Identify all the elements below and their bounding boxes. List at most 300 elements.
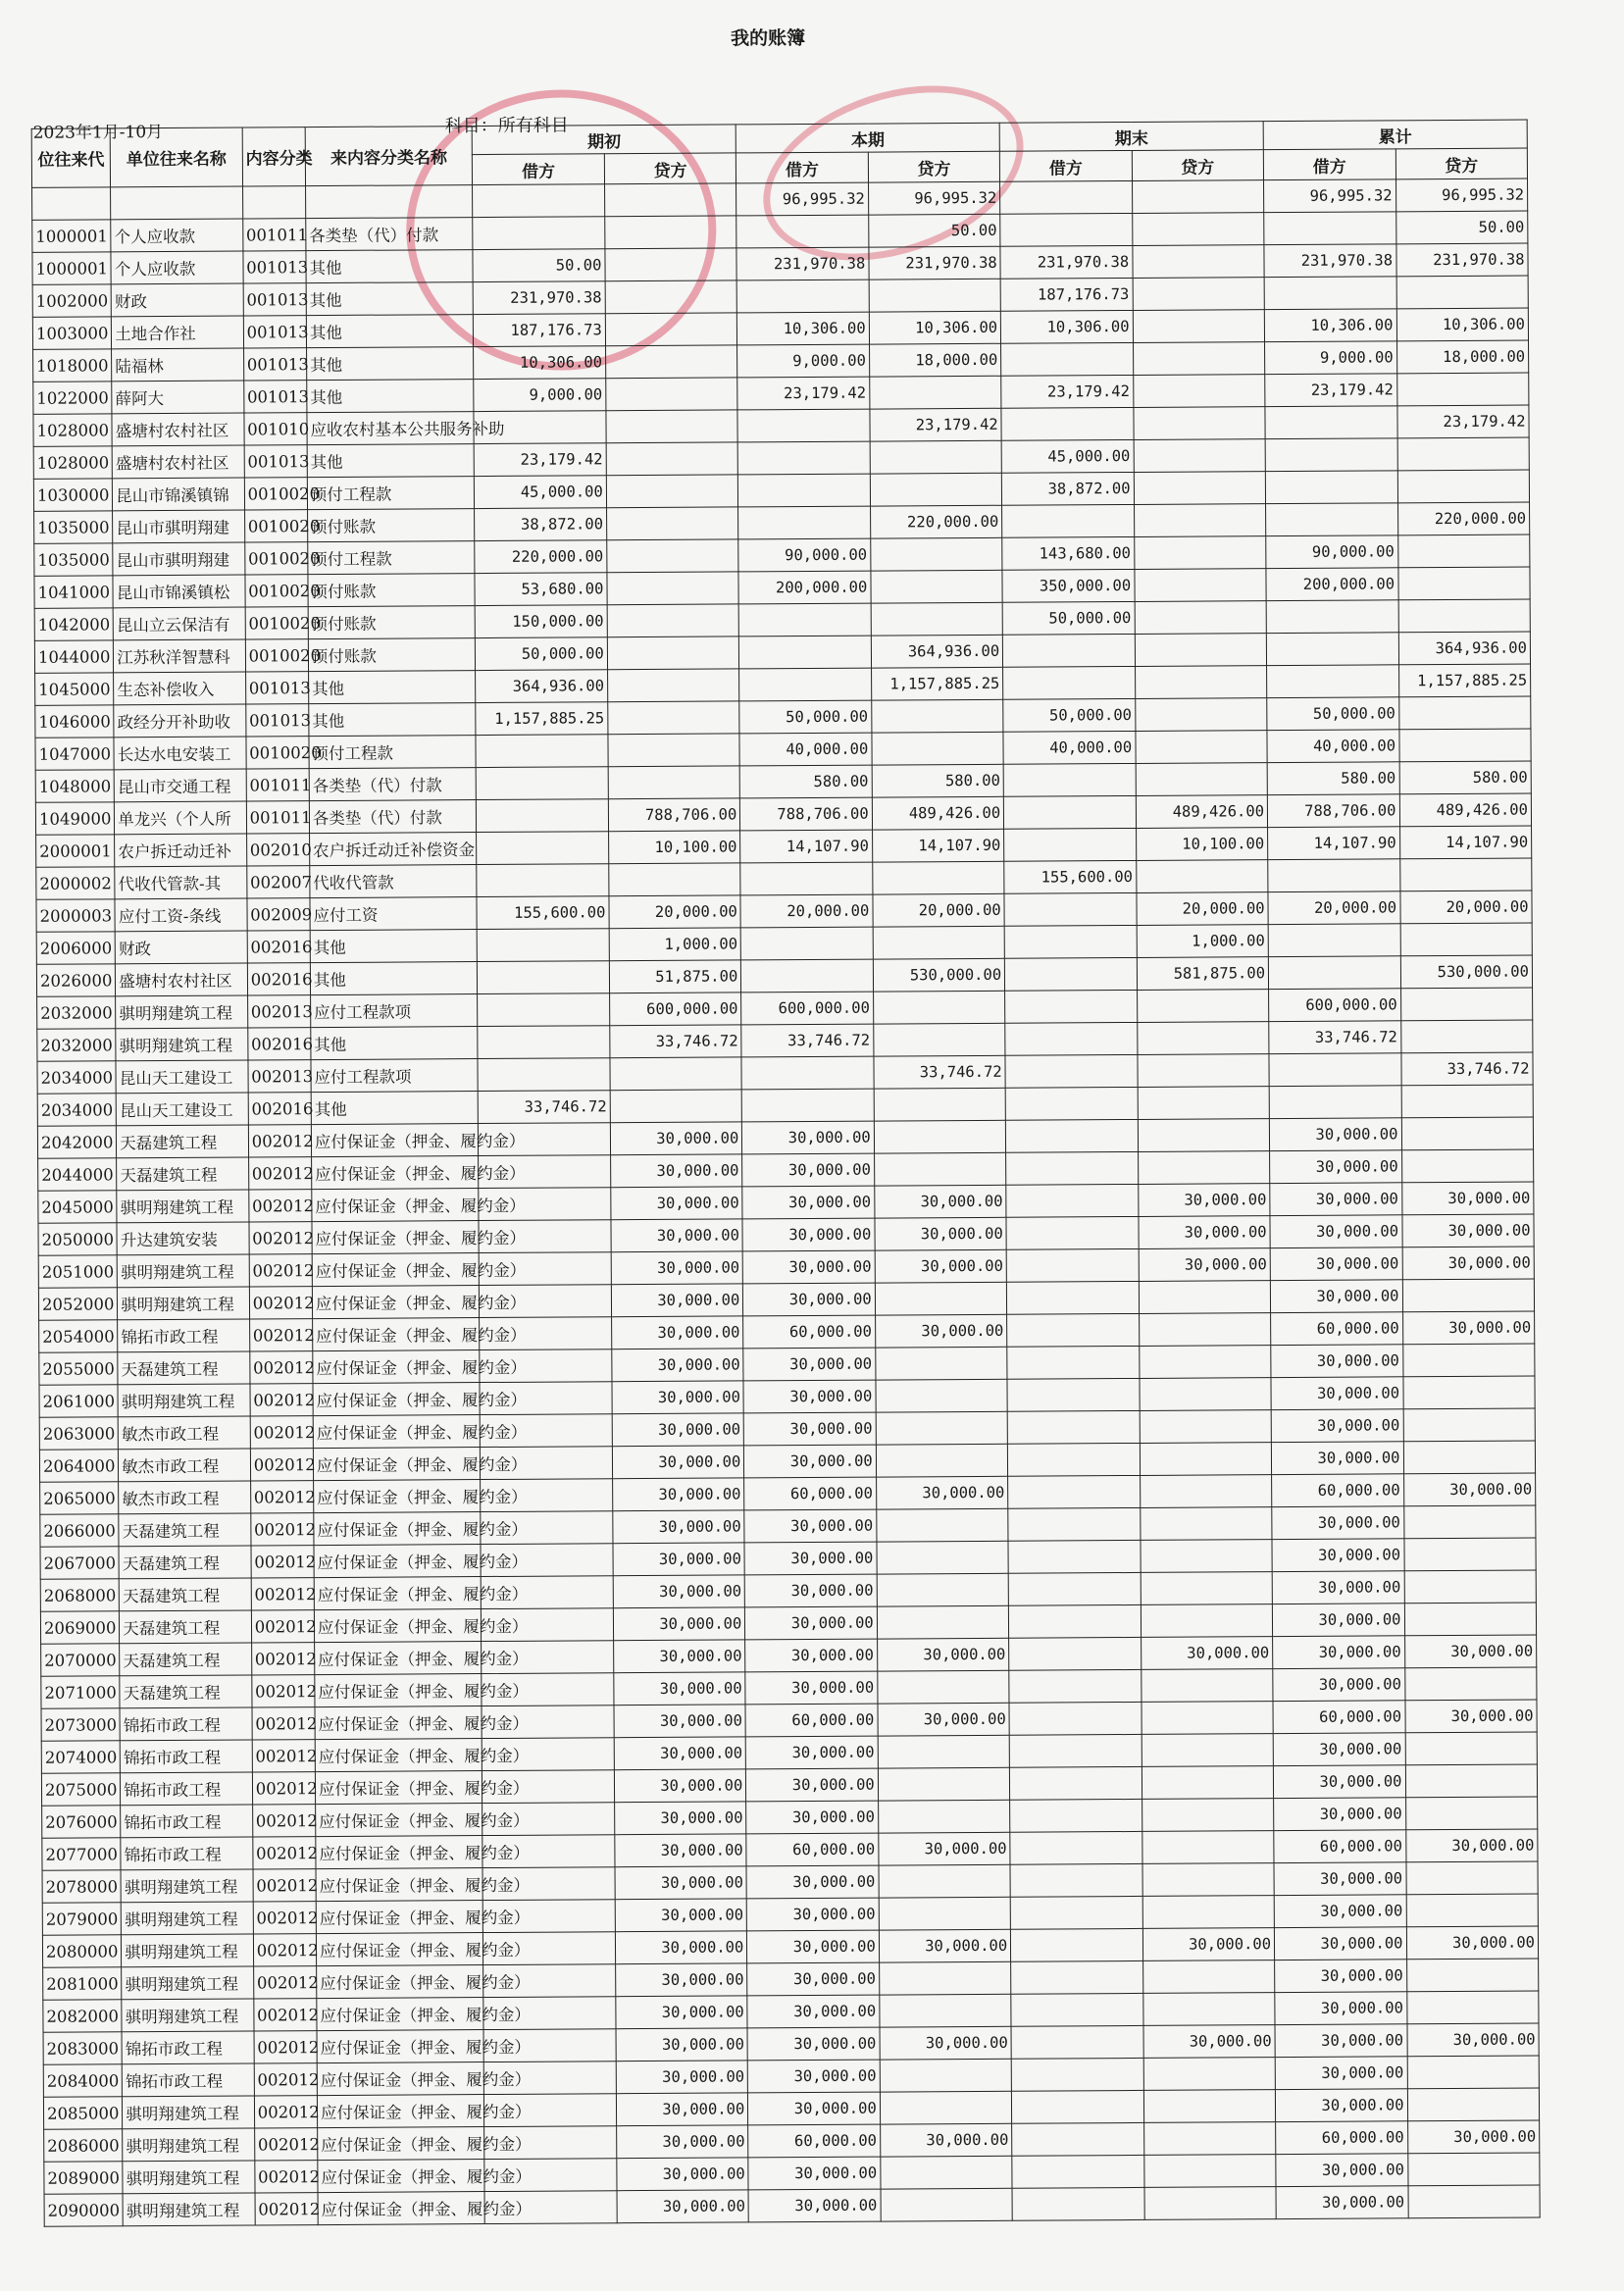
closing-credit — [1132, 213, 1264, 246]
row-code: 1000001 — [32, 220, 111, 252]
cumulative-credit — [1396, 373, 1529, 406]
closing-debit — [1011, 1993, 1143, 2026]
row-name: 锦拓市政工程 — [122, 2063, 254, 2097]
cumulative-debit: 30,000.00 — [1274, 1798, 1406, 1831]
row-category-code: 002012 — [251, 1675, 314, 1707]
current-debit: 231,970.38 — [736, 247, 869, 280]
cumulative-debit: 20,000.00 — [1268, 891, 1400, 925]
current-credit: 30,000.00 — [879, 1832, 1011, 1865]
row-code: 1022000 — [33, 382, 112, 414]
opening-credit: 30,000.00 — [617, 2158, 749, 2191]
opening-credit: 33,746.72 — [610, 1025, 742, 1058]
row-name: 敏杰市政工程 — [118, 1416, 250, 1450]
current-debit: 30,000.00 — [743, 1283, 876, 1316]
row-code: 2075000 — [41, 1773, 120, 1806]
current-credit: 30,000.00 — [875, 1217, 1007, 1250]
cumulative-debit — [1269, 1053, 1401, 1087]
closing-debit — [1008, 1540, 1141, 1573]
current-credit — [876, 1379, 1008, 1412]
cumulative-credit — [1406, 1894, 1539, 1927]
opening-debit: 23,179.42 — [475, 443, 607, 477]
row-code: 2078000 — [42, 1870, 121, 1903]
current-debit: 30,000.00 — [742, 1153, 875, 1187]
opening-debit — [477, 832, 609, 865]
row-category-code: 002012 — [249, 1222, 312, 1254]
row-category-name: 应付保证金（押金、履约金） — [314, 1642, 482, 1675]
current-credit — [880, 1994, 1012, 2027]
row-category-name: 其他 — [309, 703, 477, 737]
closing-debit: 143,680.00 — [1002, 536, 1135, 570]
closing-debit: 155,600.00 — [1004, 860, 1137, 893]
current-credit — [870, 440, 1002, 474]
cumulative-debit: 30,000.00 — [1270, 1150, 1402, 1184]
closing-credit — [1142, 1896, 1275, 1929]
closing-credit — [1142, 1799, 1274, 1832]
closing-credit: 20,000.00 — [1137, 892, 1269, 926]
current-credit — [881, 2156, 1013, 2189]
closing-credit: 1,000.00 — [1137, 925, 1269, 958]
closing-debit — [1007, 1378, 1140, 1411]
current-debit: 33,746.72 — [741, 1024, 874, 1057]
cumulative-debit: 30,000.00 — [1275, 2089, 1407, 2122]
current-credit: 20,000.00 — [873, 893, 1005, 927]
row-category-code: 002012 — [251, 1578, 314, 1610]
current-credit — [879, 1864, 1011, 1898]
current-debit: 30,000.00 — [743, 1348, 876, 1381]
closing-credit — [1134, 536, 1266, 570]
row-name: 薛阿大 — [112, 381, 244, 414]
closing-credit — [1139, 1346, 1271, 1379]
row-code: 2082000 — [43, 2000, 122, 2032]
current-debit — [740, 862, 873, 895]
row-category-code: 002012 — [252, 1707, 315, 1740]
closing-debit: 50,000.00 — [1002, 601, 1135, 635]
current-credit — [873, 926, 1005, 959]
row-name: 骐明翔建筑工程 — [122, 1934, 254, 1967]
current-credit: 580.00 — [872, 764, 1004, 797]
row-category-code: 002012 — [254, 2096, 317, 2128]
row-code: 2068000 — [40, 1579, 119, 1611]
current-debit: 30,000.00 — [746, 1801, 879, 1834]
row-name: 锦拓市政工程 — [118, 1319, 250, 1352]
row-category-name: 应付保证金（押金、履约金） — [315, 1771, 482, 1805]
opening-debit: 220,000.00 — [475, 540, 607, 574]
row-category-name: 应付工程款项 — [311, 1059, 479, 1093]
row-code: 1028000 — [33, 446, 112, 479]
row-name: 昆山市交通工程 — [114, 769, 246, 802]
row-category-name: 应付保证金（押金、履约金） — [318, 2160, 485, 2193]
opening-credit: 30,000.00 — [611, 1219, 743, 1252]
cumulative-credit: 23,179.42 — [1396, 405, 1529, 438]
opening-debit: 38,872.00 — [475, 508, 607, 541]
row-code: 2061000 — [39, 1385, 118, 1417]
row-code: 2032000 — [37, 996, 116, 1029]
opening-credit: 30,000.00 — [615, 1931, 747, 1964]
row-code: 2089000 — [44, 2162, 123, 2194]
cumulative-credit — [1400, 923, 1533, 956]
current-debit: 60,000.00 — [746, 1833, 879, 1866]
opening-credit: 30,000.00 — [614, 1769, 746, 1803]
row-category-code: 002012 — [252, 1837, 315, 1869]
closing-debit — [1006, 1151, 1139, 1185]
row-name: 骐明翔建筑工程 — [116, 995, 248, 1029]
current-debit: 30,000.00 — [747, 2027, 880, 2061]
cumulative-debit: 30,000.00 — [1275, 2057, 1407, 2090]
row-category-code: 002012 — [250, 1481, 313, 1513]
closing-credit — [1134, 407, 1266, 440]
closing-debit — [1009, 1669, 1142, 1703]
closing-debit — [1003, 763, 1136, 796]
cumulative-debit: 50,000.00 — [1267, 697, 1399, 731]
current-credit — [869, 376, 1001, 409]
opening-credit — [605, 280, 737, 314]
closing-debit — [1009, 1702, 1142, 1735]
current-debit: 30,000.00 — [744, 1445, 877, 1478]
opening-credit: 30,000.00 — [613, 1640, 745, 1673]
current-debit: 60,000.00 — [748, 2124, 881, 2158]
row-category-code: 002012 — [251, 1643, 314, 1675]
closing-credit — [1134, 504, 1266, 537]
row-category-name: 应付保证金（押金、履约金） — [317, 2062, 484, 2096]
row-category-name: 预付工程款 — [307, 477, 475, 510]
opening-debit: 10,306.00 — [474, 346, 606, 380]
opening-credit — [606, 442, 738, 476]
row-category-code: 001011 — [242, 219, 305, 251]
row-code: 2034000 — [37, 1061, 116, 1094]
cumulative-credit: 364,936.00 — [1398, 632, 1531, 665]
cumulative-credit: 530,000.00 — [1400, 955, 1533, 989]
cumulative-credit: 30,000.00 — [1407, 2120, 1540, 2154]
row-category-name: 其他 — [306, 347, 474, 381]
closing-credit — [1135, 698, 1267, 732]
closing-debit — [1003, 634, 1136, 667]
cumulative-debit: 231,970.38 — [1264, 244, 1396, 278]
closing-debit — [1011, 1960, 1143, 1994]
closing-debit — [1004, 828, 1137, 861]
current-debit — [740, 927, 873, 960]
closing-debit: 187,176.73 — [1000, 278, 1133, 311]
row-category-name: 其他 — [311, 1092, 479, 1125]
current-debit: 20,000.00 — [740, 894, 873, 928]
row-category-code: 0010020 — [245, 639, 308, 672]
row-category-code — [242, 186, 305, 219]
opening-credit: 30,000.00 — [614, 1802, 746, 1835]
cumulative-debit: 60,000.00 — [1272, 1474, 1404, 1507]
current-debit: 580.00 — [739, 765, 872, 798]
opening-debit: 50.00 — [473, 249, 605, 282]
opening-credit — [604, 183, 736, 217]
document-title: 我的账簿 — [731, 26, 806, 50]
row-name: 应付工资-条线 — [115, 898, 247, 932]
current-credit — [878, 1670, 1010, 1704]
cumulative-debit — [1268, 859, 1400, 892]
current-credit: 30,000.00 — [876, 1476, 1008, 1509]
cumulative-credit: 10,306.00 — [1396, 308, 1529, 341]
header-category-name: 来内容分类名称 — [305, 127, 473, 186]
row-name: 天磊建筑工程 — [119, 1513, 251, 1547]
row-category-code: 002012 — [248, 1125, 311, 1157]
row-name: 盛塘村农村社区 — [112, 445, 244, 479]
closing-debit — [1010, 1799, 1142, 1832]
row-category-name: 应付保证金（押金、履约金） — [313, 1350, 481, 1384]
row-category-name: 应付保证金（押金、履约金） — [317, 1965, 484, 1999]
row-name: 骐明翔建筑工程 — [123, 2096, 255, 2129]
closing-debit — [1001, 342, 1134, 376]
row-name: 敏杰市政工程 — [119, 1481, 251, 1514]
row-name: 财政 — [111, 283, 243, 317]
row-code: 2006000 — [36, 932, 115, 964]
current-credit: 30,000.00 — [875, 1249, 1007, 1283]
opening-credit — [607, 669, 739, 702]
row-category-name: 应付保证金（押金、履约金） — [312, 1318, 480, 1351]
row-code: 2084000 — [43, 2064, 122, 2097]
current-credit — [877, 1541, 1009, 1574]
row-category-name: 应付保证金（押金、履约金） — [313, 1383, 481, 1416]
current-debit: 30,000.00 — [746, 1768, 879, 1802]
row-code: 2069000 — [40, 1611, 119, 1644]
cumulative-debit: 30,000.00 — [1271, 1442, 1403, 1475]
cumulative-debit: 30,000.00 — [1276, 2186, 1408, 2219]
current-credit — [878, 1735, 1010, 1768]
header-group-closing: 期末 — [999, 122, 1263, 152]
row-name: 代收代管款-其 — [115, 866, 247, 899]
current-credit — [870, 473, 1002, 506]
row-category-code: 002012 — [249, 1254, 312, 1287]
row-code: 2000001 — [36, 835, 115, 867]
row-category-name: 其他 — [310, 962, 478, 995]
row-name: 天磊建筑工程 — [117, 1157, 249, 1191]
row-code: 2067000 — [40, 1547, 119, 1579]
row-category-name: 应付保证金（押金、履约金） — [316, 1901, 483, 1934]
row-code: 2055000 — [39, 1352, 118, 1385]
closing-debit — [1009, 1734, 1142, 1767]
closing-credit — [1135, 666, 1267, 699]
row-category-name: 应付保证金（押金、履约金） — [313, 1415, 481, 1449]
row-name: 骐明翔建筑工程 — [121, 1869, 253, 1903]
row-category-name: 应付工程款项 — [310, 994, 478, 1028]
current-credit: 30,000.00 — [875, 1185, 1007, 1218]
row-code: 2086000 — [44, 2129, 123, 2162]
row-category-code: 002012 — [252, 1805, 315, 1837]
closing-credit — [1142, 1702, 1274, 1735]
current-credit — [874, 1152, 1006, 1186]
row-code — [32, 187, 111, 220]
opening-credit: 30,000.00 — [610, 1154, 742, 1188]
row-category-name: 其他 — [308, 671, 476, 704]
row-category-name: 应付保证金（押金、履约金） — [315, 1804, 482, 1837]
row-name: 骐明翔建筑工程 — [118, 1384, 250, 1417]
current-credit: 14,107.90 — [872, 829, 1004, 862]
cumulative-credit: 50.00 — [1396, 211, 1528, 244]
row-category-name: 应付保证金（押金、履约金） — [318, 2192, 485, 2225]
row-category-code: 002012 — [250, 1416, 313, 1449]
row-category-code: 0010020 — [245, 575, 308, 607]
closing-debit — [1010, 1896, 1142, 1929]
header-credit: 贷方 — [1132, 150, 1264, 181]
closing-debit: 40,000.00 — [1003, 731, 1136, 764]
row-code: 1044000 — [34, 640, 113, 673]
ledger-body — [32, 178, 1541, 2226]
current-credit — [871, 699, 1003, 733]
opening-credit: 30,000.00 — [612, 1381, 744, 1414]
row-name: 天磊建筑工程 — [120, 1610, 252, 1644]
closing-debit — [1006, 1119, 1139, 1152]
closing-debit — [1000, 213, 1133, 246]
opening-debit: 50,000.00 — [476, 637, 608, 671]
row-name: 锦拓市政工程 — [120, 1740, 252, 1773]
current-credit: 30,000.00 — [879, 1929, 1011, 1962]
row-category-name: 应付保证金（押金、履约金） — [314, 1577, 482, 1610]
opening-credit: 30,000.00 — [613, 1543, 745, 1576]
cumulative-credit: 30,000.00 — [1404, 1700, 1537, 1733]
row-category-name: 预付工程款 — [309, 736, 477, 769]
closing-credit: 30,000.00 — [1139, 1248, 1271, 1282]
row-name: 锦拓市政工程 — [121, 1772, 253, 1806]
row-category-name: 预付账款 — [308, 638, 476, 672]
row-code: 1035000 — [34, 511, 113, 543]
cumulative-credit — [1401, 1149, 1534, 1183]
current-debit: 200,000.00 — [738, 571, 871, 604]
row-name: 陆福林 — [112, 348, 244, 382]
row-name: 骐明翔建筑工程 — [117, 1254, 249, 1288]
current-credit — [871, 602, 1003, 636]
row-name: 江苏秋洋智慧科 — [114, 639, 246, 673]
row-name: 骐明翔建筑工程 — [123, 2128, 255, 2162]
row-code: 2000003 — [36, 899, 115, 932]
row-category-code: 002013 — [247, 995, 310, 1028]
closing-credit — [1144, 2187, 1277, 2220]
cumulative-debit — [1268, 924, 1400, 957]
closing-credit: 30,000.00 — [1141, 1637, 1273, 1670]
closing-credit — [1138, 1151, 1270, 1185]
closing-debit — [1009, 1604, 1142, 1638]
closing-credit — [1143, 2122, 1276, 2156]
current-credit — [875, 1282, 1007, 1315]
row-category-name: 其他 — [311, 1027, 479, 1060]
subject-label: 科目：所有科目 — [444, 115, 569, 137]
cumulative-debit: 60,000.00 — [1271, 1312, 1403, 1346]
row-category-code: 001010 — [244, 413, 307, 445]
current-credit: 364,936.00 — [871, 635, 1003, 668]
row-code: 2081000 — [43, 1967, 122, 2000]
row-category-name: 应付保证金（押金、履约金） — [314, 1512, 482, 1546]
closing-debit — [1004, 925, 1137, 958]
row-category-code: 002012 — [251, 1610, 314, 1643]
cumulative-credit — [1406, 1991, 1539, 2024]
closing-credit — [1135, 601, 1267, 635]
row-name: 盛塘村农村社区 — [112, 413, 244, 446]
closing-debit — [1007, 1410, 1140, 1444]
cumulative-credit — [1403, 1505, 1536, 1539]
closing-credit — [1139, 1313, 1271, 1347]
row-name: 天磊建筑工程 — [120, 1675, 252, 1708]
row-category-code: 002016 — [247, 963, 310, 995]
opening-debit — [473, 217, 605, 250]
row-category-code: 001013 — [243, 381, 306, 413]
row-code: 1047000 — [35, 738, 114, 770]
opening-credit: 1,000.00 — [609, 928, 741, 961]
row-category-code: 002012 — [249, 1287, 312, 1319]
row-name: 昆山市锦溪镇锦 — [113, 478, 245, 511]
closing-credit — [1133, 310, 1265, 343]
row-category-name: 应付保证金（押金、履约金） — [315, 1674, 482, 1707]
row-code: 2026000 — [36, 964, 115, 996]
row-category-name: 预付账款 — [308, 574, 476, 607]
current-debit: 30,000.00 — [747, 1962, 880, 1996]
current-debit: 30,000.00 — [745, 1671, 878, 1705]
row-category-name: 其他 — [306, 282, 474, 316]
current-debit: 96,995.32 — [736, 182, 869, 216]
closing-debit — [1006, 1248, 1139, 1282]
cumulative-debit: 60,000.00 — [1276, 2121, 1408, 2155]
row-category-code: 001011 — [246, 801, 309, 834]
row-code: 1035000 — [34, 543, 113, 576]
row-category-code: 002012 — [249, 1319, 312, 1351]
header-category-code: 内容分类 — [242, 127, 306, 186]
row-category-code: 002009 — [247, 898, 310, 931]
cumulative-credit — [1405, 1732, 1538, 1765]
cumulative-credit — [1407, 2056, 1540, 2089]
closing-credit — [1132, 180, 1264, 214]
current-debit — [741, 1089, 874, 1122]
current-debit — [741, 959, 874, 993]
current-credit: 220,000.00 — [870, 505, 1002, 538]
row-name: 锦拓市政工程 — [120, 1707, 252, 1741]
current-credit — [877, 1573, 1009, 1606]
current-debit: 30,000.00 — [748, 2157, 881, 2190]
row-category-code: 0010020 — [244, 510, 307, 542]
opening-debit — [477, 799, 609, 833]
row-category-name: 各类垫（代）付款 — [309, 800, 477, 834]
cumulative-debit: 30,000.00 — [1275, 1992, 1407, 2025]
closing-credit — [1133, 375, 1265, 408]
cumulative-debit — [1266, 600, 1398, 634]
closing-credit — [1134, 439, 1266, 473]
current-credit: 231,970.38 — [869, 246, 1001, 280]
closing-debit — [1008, 1572, 1141, 1605]
cumulative-debit: 30,000.00 — [1272, 1571, 1404, 1604]
opening-credit: 30,000.00 — [615, 1899, 747, 1932]
cumulative-credit — [1404, 1667, 1537, 1701]
opening-credit — [607, 636, 739, 670]
cumulative-debit: 30,000.00 — [1273, 1765, 1405, 1799]
opening-debit: 53,680.00 — [475, 573, 607, 606]
row-name: 昆山天工建设工 — [116, 1093, 248, 1126]
opening-credit — [608, 701, 740, 735]
row-category-code: 002016 — [247, 931, 310, 963]
cumulative-debit: 33,746.72 — [1269, 1021, 1401, 1054]
opening-credit — [610, 1090, 742, 1123]
cumulative-debit: 40,000.00 — [1267, 730, 1399, 763]
row-code: 2079000 — [42, 1903, 121, 1935]
closing-credit — [1138, 1119, 1270, 1152]
closing-credit — [1142, 1960, 1275, 1994]
cumulative-debit: 788,706.00 — [1267, 794, 1399, 828]
row-category-code: 001013 — [243, 348, 306, 381]
row-category-name: 应付保证金（押金、履约金） — [317, 2030, 484, 2063]
cumulative-debit — [1264, 212, 1396, 245]
current-debit: 788,706.00 — [740, 797, 873, 831]
cumulative-credit: 30,000.00 — [1401, 1182, 1534, 1215]
row-category-code: 002013 — [248, 1060, 311, 1093]
current-debit — [736, 215, 869, 248]
row-code: 2073000 — [41, 1708, 120, 1741]
cumulative-credit: 14,107.90 — [1399, 826, 1532, 859]
row-code: 1030000 — [33, 479, 112, 511]
opening-credit: 30,000.00 — [613, 1510, 745, 1544]
current-credit: 30,000.00 — [880, 2123, 1012, 2157]
row-name: 盛塘村农村社区 — [116, 963, 248, 996]
